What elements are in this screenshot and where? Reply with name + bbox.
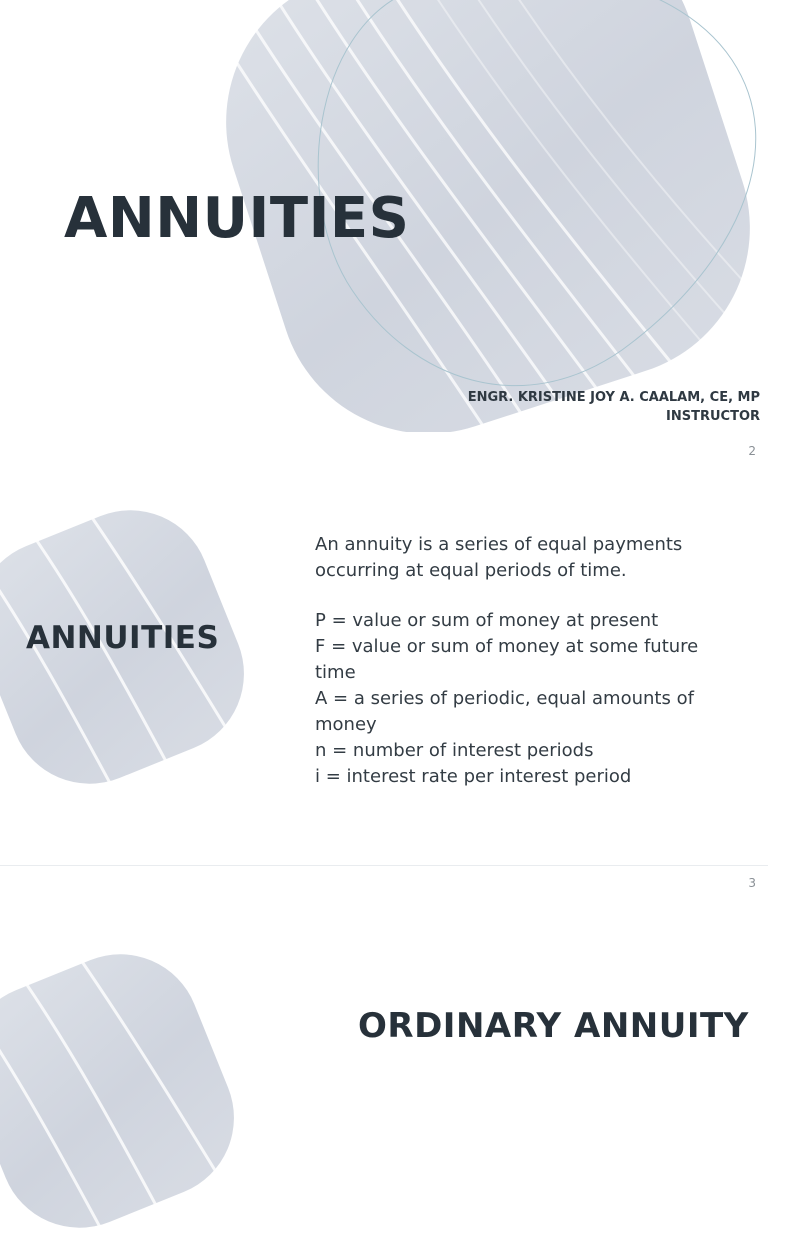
author-name: ENGR. KRISTINE JOY A. CAALAM, CE, MP <box>467 390 760 405</box>
definition-text: An annuity is a series of equal payments occurring at equal periods of time. <box>315 534 683 581</box>
slide-title: ANNUITIES <box>64 186 410 251</box>
author-role: INSTRUCTOR <box>666 409 760 424</box>
page-number: 3 <box>748 876 756 890</box>
slide-1 <box>0 0 768 432</box>
slide-3 <box>0 866 768 1046</box>
variable-definition: P = value or sum of money at present <box>315 610 659 631</box>
slide-2 <box>0 432 768 865</box>
author-block <box>468 388 760 426</box>
slide-body <box>315 532 735 790</box>
variable-definition: i = interest rate per interest period <box>315 766 632 787</box>
variable-definition: A = a series of periodic, equal amounts of money <box>315 688 694 735</box>
variable-definition: F = value or sum of money at some future time <box>315 636 699 683</box>
page-number: 2 <box>748 444 756 458</box>
slide-title: ANNUITIES <box>26 620 220 656</box>
slide-title: ORDINARY ANNUITY <box>358 1006 749 1046</box>
variable-definition: n = number of interest periods <box>315 740 594 761</box>
decorative-wave-shape <box>0 930 258 1252</box>
